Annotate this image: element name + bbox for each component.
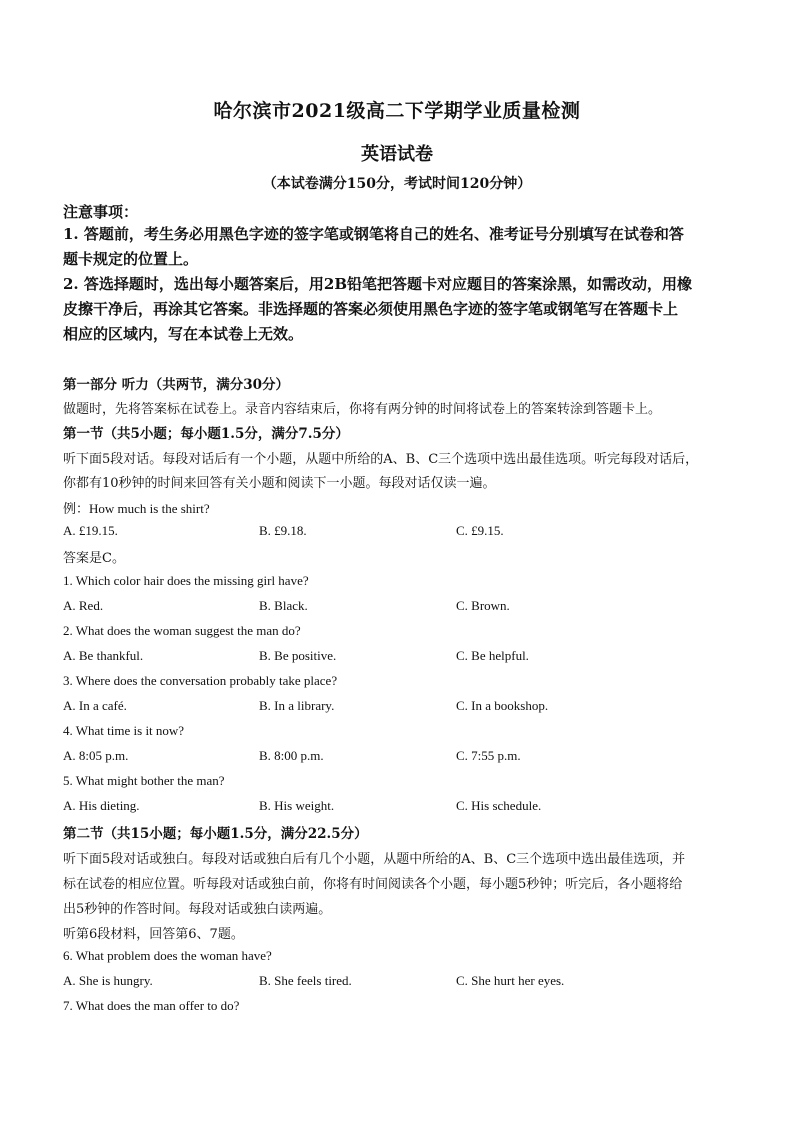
option-c: C. Brown. [456, 598, 510, 613]
option-a: A. In a café. [63, 698, 127, 713]
section2-instruction: 听下面5段对话或独白。每段对话或独白后有几个小题，从题中所给的A、B、C三个选项中选出最佳选项，并 [63, 852, 686, 867]
option-b: B. In a library. [259, 698, 335, 713]
option-a: A. She is hungry. [63, 973, 153, 988]
option-a: A. Red. [63, 598, 104, 613]
option-c: C. His schedule. [456, 798, 542, 813]
option-b: B. Black. [259, 598, 308, 613]
notice-line: 2. 答选择题时，选出每小题答案后，用2B铅笔把答题卡对应题目的答案涂黑，如需改动，用橡 [63, 275, 693, 293]
notice-heading: 注意事项： [63, 203, 139, 221]
notice-line: 题卡规定的位置上。 [63, 250, 199, 268]
exam-title: 哈尔滨市2021级高二下学期学业质量检测 [213, 100, 581, 122]
section1-instruction: 听下面5段对话。每段对话后有一个小题，从题中所给的A、B、C三个选项中选出最佳选项。听完每段对话后， [63, 452, 699, 467]
option-c: C. Be helpful. [456, 648, 529, 663]
option-b: B. Be positive. [259, 648, 337, 663]
part1-instruction: 做题时，先将答案标在试卷上。录音内容结束后，你将有两分钟的时间将试卷上的答案转涂到答题卡上。 [63, 402, 662, 417]
option-b: B. She feels tired. [259, 973, 352, 988]
example-answer: 答案是C。 [63, 551, 125, 566]
option-a: A. Be thankful. [63, 648, 144, 663]
option-b: B. His weight. [259, 798, 335, 813]
option-c: C. She hurt her eyes. [456, 973, 565, 988]
notice-line: 1. 答题前，考生务必用黑色字迹的签字笔或钢笔将自己的姓名、准考证号分别填写在试卷和答 [63, 225, 684, 243]
question-1: 1. Which color hair does the missing girl have? [63, 573, 309, 588]
question-2: 2. What does the woman suggest the man do? [63, 623, 301, 638]
question-5: 5. What might bother the man? [63, 773, 225, 788]
option-a: A. 8:05 p.m. [63, 748, 129, 763]
option-c: C. 7:55 p.m. [456, 748, 521, 763]
exam-subtitle: 英语试卷 [361, 144, 433, 165]
question-6: 6. What problem does the woman have? [63, 948, 272, 963]
section1-instruction: 你都有10秒钟的时间来回答有关小题和阅读下一小题。每段对话仅读一遍。 [63, 476, 496, 491]
part1-heading: 第一部分 听力（共两节，满分30分） [63, 377, 289, 393]
option-b: B. 8:00 p.m. [259, 748, 324, 763]
option-b: B. £9.18. [259, 523, 307, 538]
section1-heading: 第一节（共5小题；每小题1.5分，满分7.5分） [63, 426, 349, 442]
notice-line: 相应的区域内，写在本试卷上无效。 [63, 325, 304, 343]
option-c: C. £9.15. [456, 523, 504, 538]
example-question: 例：How much is the shirt? [63, 501, 210, 516]
question-4: 4. What time is it now? [63, 723, 185, 738]
option-a: A. £19.15. [63, 523, 118, 538]
option-a: A. His dieting. [63, 798, 140, 813]
material-note: 听第6段材料，回答第6、7题。 [63, 927, 244, 942]
option-c: C. In a bookshop. [456, 698, 549, 713]
notice-line: 皮擦干净后，再涂其它答案。非选择题的答案必须使用黑色字迹的签字笔或钢笔写在答题卡上 [63, 300, 679, 318]
section2-instruction: 出5秒钟的作答时间。每段对话或独白读两遍。 [63, 902, 332, 917]
section2-heading: 第二节（共15小题；每小题1.5分，满分22.5分） [63, 826, 368, 842]
question-7: 7. What does the man offer to do? [63, 998, 240, 1013]
section2-instruction: 标在试卷的相应位置。听每段对话或独白前，你将有时间阅读各个小题，每小题5秒钟；听完后，各小题将给 [63, 877, 683, 892]
exam-score-note: （本试卷满分150分，考试时间120分钟） [262, 176, 532, 192]
question-3: 3. Where does the conversation probably take place? [63, 673, 338, 688]
